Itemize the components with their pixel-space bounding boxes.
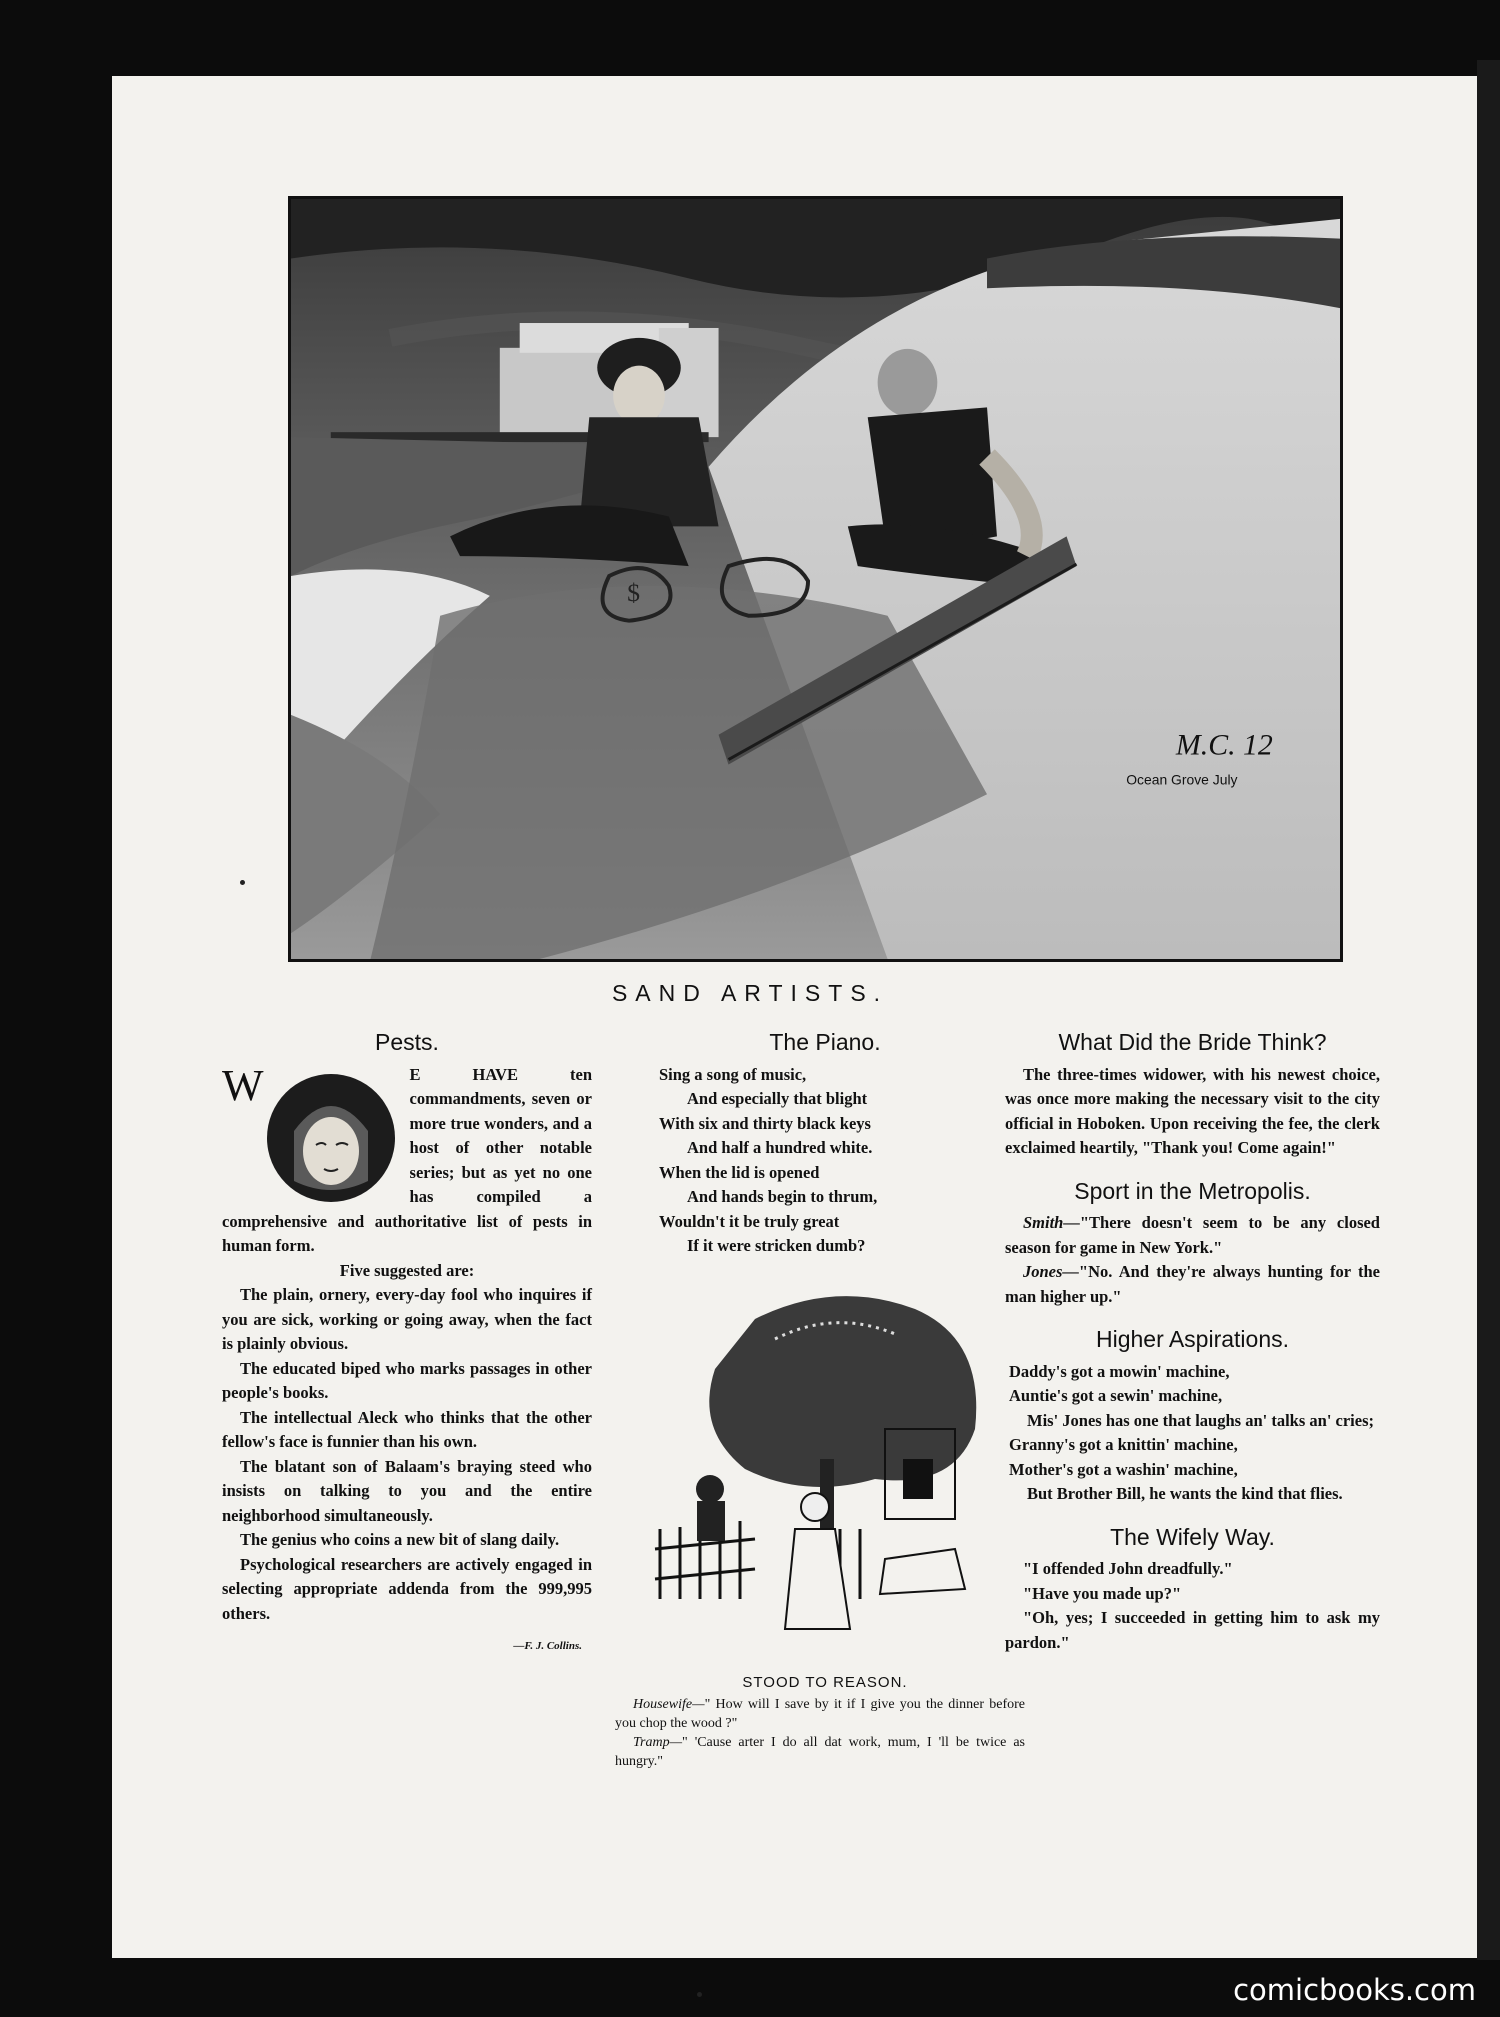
print-speck	[697, 1992, 702, 1997]
stood-to-reason-cartoon	[635, 1279, 1005, 1669]
bride-title: What Did the Bride Think?	[1058, 1029, 1327, 1055]
page-edge-shadow	[1477, 60, 1500, 1960]
pests-title: Pests.	[375, 1029, 439, 1055]
jones-speaker: Jones—	[1023, 1262, 1079, 1281]
poem-line: And half a hundred white.	[687, 1138, 873, 1157]
poem-line: When the lid is opened	[659, 1162, 820, 1182]
wifely-line: "Oh, yes; I succeeded in getting him to ask my pardon."	[1005, 1608, 1380, 1652]
poem-line: Granny's got a knittin' machine,	[1009, 1435, 1238, 1454]
pests-dropcap: W	[222, 1060, 264, 1110]
pests-signature: —F. J. Collins.	[513, 1640, 582, 1652]
poem-line: If it were stricken dumb?	[687, 1236, 866, 1255]
pests-item: The blatant son of Balaam's braying steed who insists on talking to you and the entire neighborhood simultaneously.	[222, 1456, 592, 1525]
jones-line: "No. And they're always hunting for the man higher up."	[1005, 1262, 1380, 1306]
watermark: comicbooks.com	[1233, 1973, 1476, 2007]
pests-item: The intellectual Aleck who thinks that the other fellow's face is funnier than his own.	[222, 1407, 592, 1451]
pests-intro-text: ten commandments, seven or more true wonders, and a host of other notable series; but as yet no one has compiled a comprehensive and authoritative list of pests in human form.	[222, 1064, 592, 1255]
smith-line: "There doesn't seem to be any closed season for game in New York."	[1005, 1213, 1380, 1257]
svg-text:$: $	[627, 577, 640, 607]
artist-signature-note: Ocean Grove July	[1126, 771, 1238, 788]
pests-item: Psychological researchers are actively engaged in selecting appropriate addenda from the 999,995 others.	[222, 1554, 592, 1623]
piano-poem	[655, 1063, 995, 1259]
poem-line: And hands begin to thrum,	[687, 1187, 878, 1206]
poem-line: But Brother Bill, he wants the kind that flies.	[1027, 1484, 1343, 1503]
pests-column	[222, 1030, 592, 1659]
wifely-line: "Have you made up?"	[1023, 1583, 1182, 1603]
cartoon-dialog	[615, 1695, 1025, 1771]
wifely-line: "I offended John dreadfully."	[1023, 1559, 1233, 1578]
poem-line: Mother's got a washin' machine,	[1009, 1459, 1238, 1479]
illustration-caption: SAND ARTISTS.	[611, 980, 889, 1006]
right-column	[1005, 1030, 1380, 1655]
sport-title: Sport in the Metropolis.	[1074, 1177, 1311, 1204]
woman-portrait-vignette	[264, 1071, 398, 1205]
pests-item: The educated biped who marks passages in other people's books.	[222, 1358, 592, 1402]
poem-line: Sing a song of music,	[659, 1064, 807, 1084]
tramp-line: " 'Cause arter I do all dat work, mum, I 'll be twice as hungry."	[615, 1735, 1025, 1769]
smith-speaker: Smith—	[1023, 1213, 1080, 1232]
poem-line: Auntie's got a sewin' machine,	[1009, 1386, 1223, 1405]
poem-line: Wouldn't it be truly great	[659, 1211, 840, 1231]
pests-intro-bold: E HAVE	[409, 1064, 519, 1084]
poem-line: And especially that blight	[687, 1089, 868, 1108]
wifely-title: The Wifely Way.	[1110, 1523, 1275, 1550]
bride-text: The three-times widower, with his newest choice, was once more making the necessary visit to the city official in Hoboken. Upon receiving the fee, the clerk exclaimed heartily, "Thank you! Come again!"	[1005, 1064, 1380, 1157]
poem-line: Mis' Jones has one that laughs an' talks an' cries;	[1027, 1410, 1374, 1430]
pests-intro-paragraph	[222, 1060, 592, 1259]
tramp-speaker: Tramp—	[633, 1735, 683, 1750]
housewife-speaker: Housewife—	[633, 1697, 705, 1712]
aspirations-poem	[1005, 1360, 1380, 1507]
cartoon-caption: STOOD TO REASON.	[742, 1673, 908, 1691]
print-speck	[240, 880, 245, 885]
poem-line: Daddy's got a mowin' machine,	[1009, 1361, 1230, 1381]
aspirations-title: Higher Aspirations.	[1095, 1326, 1290, 1352]
housewife-line: " How will I save by it if I give you the dinner before you chop the wood ?"	[615, 1697, 1025, 1731]
pests-item: The genius who coins a new bit of slang daily.	[240, 1530, 560, 1549]
artist-signature: M.C. 12	[1175, 728, 1273, 762]
piano-title: The Piano.	[769, 1029, 881, 1055]
poem-line: With six and thirty black keys	[659, 1113, 871, 1133]
piano-column	[615, 1029, 1025, 1771]
pests-item: The plain, ornery, every-day fool who inquires if you are sick, working or going away, when the fact is plainly obvious.	[222, 1285, 592, 1353]
pests-lead: Five suggested are:	[339, 1260, 475, 1280]
sand-artists-illustration	[288, 196, 1343, 962]
